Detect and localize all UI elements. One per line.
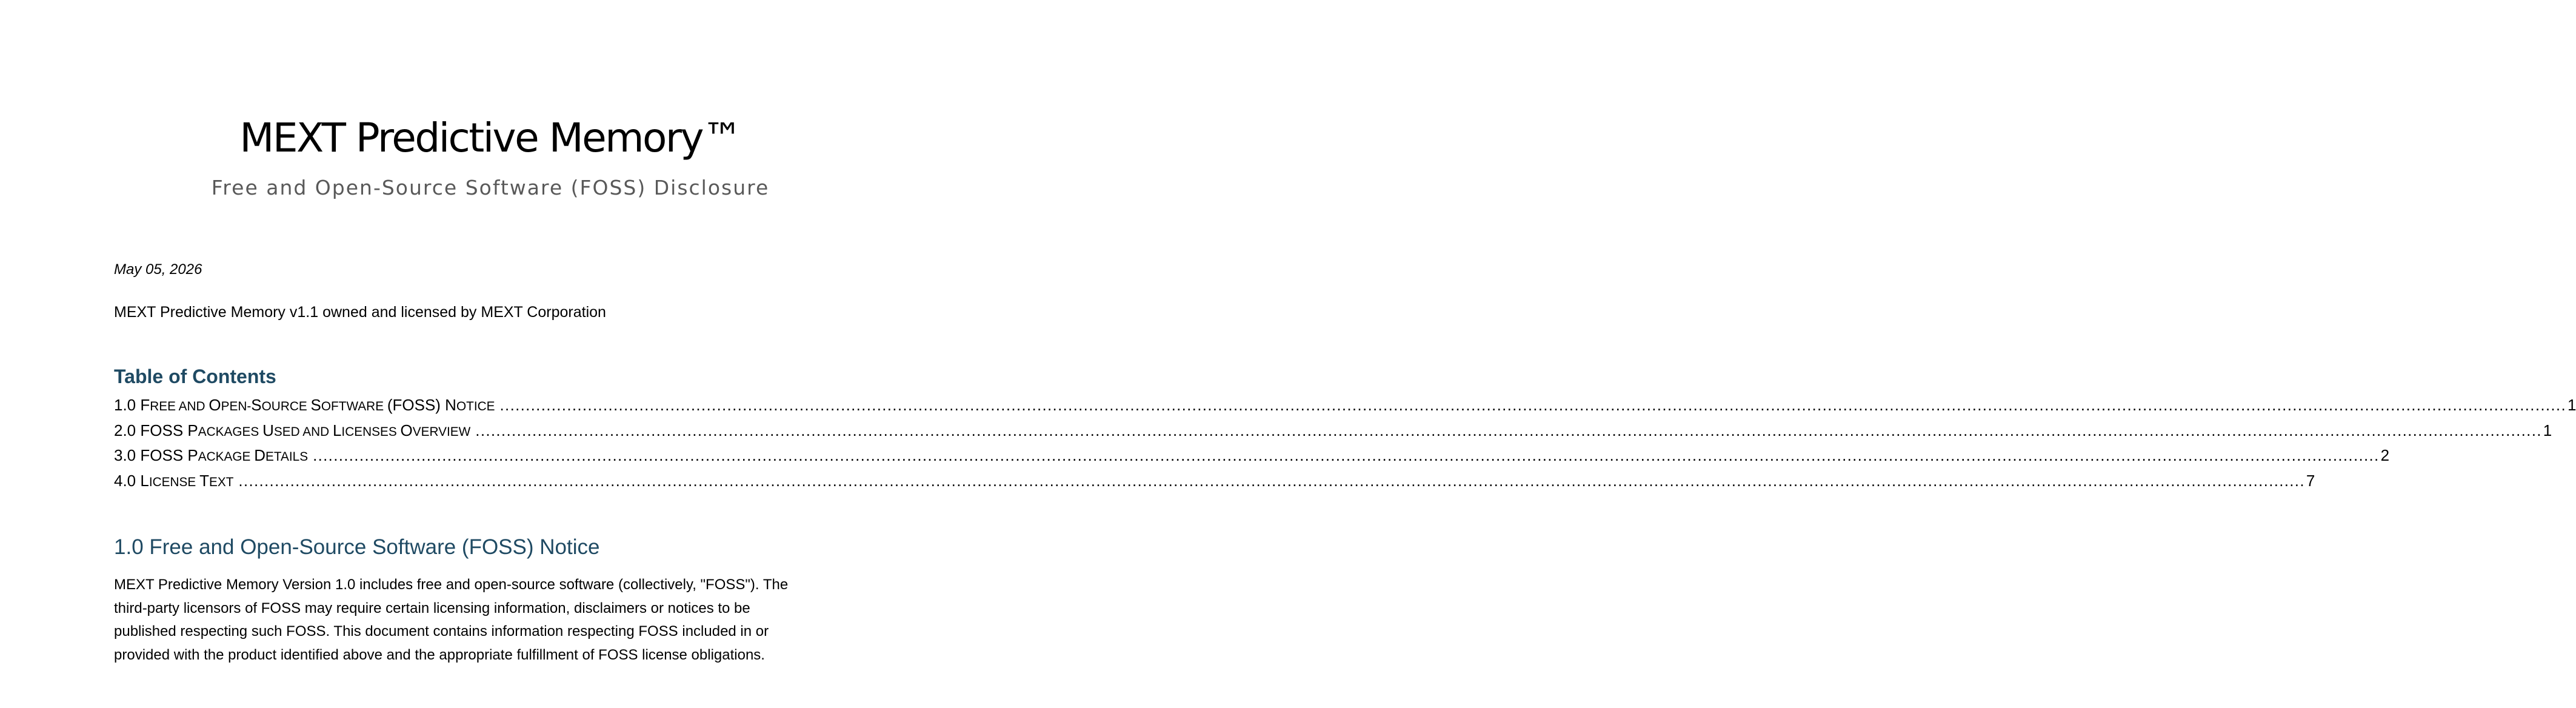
body-line: MEXT Predictive Memory Version 1.0 includes free and open-source software (collectively, "FOSS"). The — [114, 576, 789, 593]
toc-leader-dots: ................................................................................................................................................................................................................................................................................................................................................................................................................ — [475, 421, 2542, 439]
toc-entry-title: 3.0 FOSS PACKAGE DETAILS — [114, 446, 309, 464]
toc-leader-dots: ................................................................................................................................................................................................................................................................................................................................................................................................................ — [238, 471, 2305, 490]
ownership-statement: MEXT Predictive Memory v1.1 owned and licensed by MEXT Corporation — [114, 304, 606, 321]
toc-page-number: 7 — [2306, 471, 2315, 490]
toc-entry-title: 4.0 LICENSE TEXT — [114, 471, 234, 490]
toc-entry[interactable] — [114, 393, 2576, 418]
toc-page-number: 1 — [2543, 421, 2552, 439]
toc-entry[interactable] — [114, 418, 2552, 444]
body-line: published respecting such FOSS. This document contains information respecting FOSS included in or — [114, 623, 769, 640]
toc-heading: Table of Contents — [114, 366, 276, 387]
section-body — [114, 573, 866, 667]
toc-entry[interactable] — [114, 443, 2390, 469]
document-subtitle: Free and Open-Source Software (FOSS) Disclosure — [211, 176, 770, 199]
section-heading: 1.0 Free and Open-Source Software (FOSS) Notice — [114, 535, 600, 559]
toc-leader-dots: ................................................................................................................................................................................................................................................................................................................................................................................................................ — [313, 446, 2380, 464]
body-line: provided with the product identified above and the appropriate fulfillment of FOSS license obligations. — [114, 646, 765, 663]
toc-entry-title: 1.0 FREE AND OPEN-SOURCE SOFTWARE (FOSS) NOTICE — [114, 396, 495, 414]
toc-entry[interactable] — [114, 469, 2315, 494]
toc-page-number: 1 — [2567, 396, 2576, 414]
toc-leader-dots: ................................................................................................................................................................................................................................................................................................................................................................................................................ — [499, 396, 2566, 414]
toc-entry-title: 2.0 FOSS PACKAGES USED AND LICENSES OVERVIEW — [114, 421, 471, 439]
document-date: May 05, 2026 — [114, 261, 202, 278]
toc-page-number: 2 — [2380, 446, 2390, 464]
document-title: MEXT Predictive Memory™ — [239, 115, 741, 161]
table-of-contents — [114, 393, 2576, 493]
body-line: third-party licensors of FOSS may require certain licensing information, disclaimers or notices to be — [114, 599, 750, 616]
